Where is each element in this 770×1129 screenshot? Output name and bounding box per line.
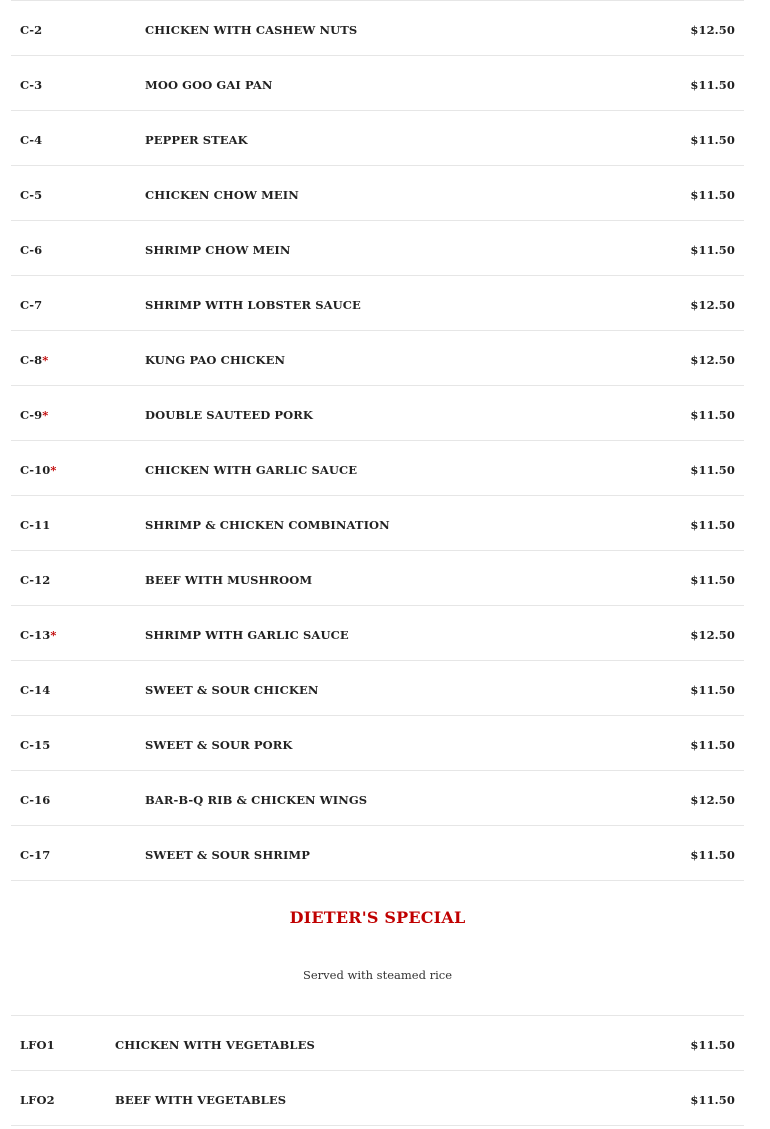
menu-row (11, 496, 744, 551)
spicy-mark: * (50, 463, 57, 477)
item-code: C-7 (20, 298, 43, 312)
menu-row (11, 551, 744, 606)
item-name: SHRIMP & CHICKEN COMBINATION (145, 518, 390, 532)
item-code: C-16 (20, 793, 51, 807)
menu-row (11, 606, 744, 661)
section-subtitle: Served with steamed rice (302, 968, 453, 982)
item-code: C-5 (20, 188, 43, 202)
spicy-mark: * (50, 628, 57, 642)
item-name: CHICKEN WITH CASHEW NUTS (145, 23, 358, 37)
item-price: $12.50 (690, 23, 735, 37)
item-code: C-11 (20, 518, 51, 532)
spicy-mark: * (42, 353, 49, 367)
item-code: C-17 (20, 848, 51, 862)
item-name: SWEET & SOUR PORK (145, 738, 293, 752)
item-code: C-4 (20, 133, 43, 147)
spicy-mark: * (42, 408, 49, 422)
item-price: $11.50 (690, 683, 735, 697)
dieter-menu-list (11, 1015, 744, 1126)
item-name: DOUBLE SAUTEED PORK (145, 408, 314, 422)
section-title: DIETER'S SPECIAL (289, 908, 466, 927)
item-name: CHICKEN CHOW MEIN (145, 188, 299, 202)
item-price: $11.50 (690, 1093, 735, 1107)
item-code: C-9* (20, 408, 49, 422)
item-code: LFO1 (20, 1038, 55, 1052)
item-price: $11.50 (690, 188, 735, 202)
menu-row (11, 386, 744, 441)
item-price: $11.50 (690, 738, 735, 752)
item-name: SHRIMP WITH LOBSTER SAUCE (145, 298, 361, 312)
item-code: C-2 (20, 23, 43, 37)
item-name: SWEET & SOUR CHICKEN (145, 683, 319, 697)
item-name: BAR-B-Q RIB & CHICKEN WINGS (145, 793, 368, 807)
item-price: $11.50 (690, 463, 735, 477)
item-price: $12.50 (690, 793, 735, 807)
menu-row (11, 331, 744, 386)
item-price: $11.50 (690, 133, 735, 147)
item-price: $11.50 (690, 1038, 735, 1052)
menu-row (11, 166, 744, 221)
menu-row (11, 771, 744, 826)
item-price: $11.50 (690, 518, 735, 532)
menu-row (11, 56, 744, 111)
item-name: CHICKEN WITH GARLIC SAUCE (145, 463, 358, 477)
item-code: C-6 (20, 243, 43, 257)
item-name: PEPPER STEAK (145, 133, 248, 147)
item-price: $11.50 (690, 78, 735, 92)
item-price: $11.50 (690, 243, 735, 257)
item-code: C-14 (20, 683, 51, 697)
menu-row (11, 1, 744, 56)
item-price: $11.50 (690, 573, 735, 587)
item-price: $12.50 (690, 628, 735, 642)
menu-row (11, 221, 744, 276)
item-name: SHRIMP WITH GARLIC SAUCE (145, 628, 349, 642)
item-price: $12.50 (690, 298, 735, 312)
item-name: SWEET & SOUR SHRIMP (145, 848, 310, 862)
item-code: C-10* (20, 463, 57, 477)
item-name: BEEF WITH VEGETABLES (115, 1093, 287, 1107)
item-code: C-8* (20, 353, 49, 367)
item-code: C-15 (20, 738, 51, 752)
menu-row (11, 441, 744, 496)
menu-row (11, 111, 744, 166)
item-name: CHICKEN WITH VEGETABLES (115, 1038, 315, 1052)
item-name: MOO GOO GAI PAN (145, 78, 273, 92)
item-name: KUNG PAO CHICKEN (145, 353, 286, 367)
item-code: LFO2 (20, 1093, 55, 1107)
item-code: C-3 (20, 78, 43, 92)
item-code: C-12 (20, 573, 51, 587)
item-price: $11.50 (690, 848, 735, 862)
menu-row (11, 661, 744, 716)
combination-menu-list (11, 0, 744, 881)
menu-row (11, 1071, 744, 1126)
menu-row (11, 1016, 744, 1071)
item-name: BEEF WITH MUSHROOM (145, 573, 313, 587)
menu-row (11, 826, 744, 881)
item-name: SHRIMP CHOW MEIN (145, 243, 291, 257)
item-price: $12.50 (690, 353, 735, 367)
item-code: C-13* (20, 628, 57, 642)
menu-row (11, 276, 744, 331)
item-price: $11.50 (690, 408, 735, 422)
menu-row (11, 716, 744, 771)
